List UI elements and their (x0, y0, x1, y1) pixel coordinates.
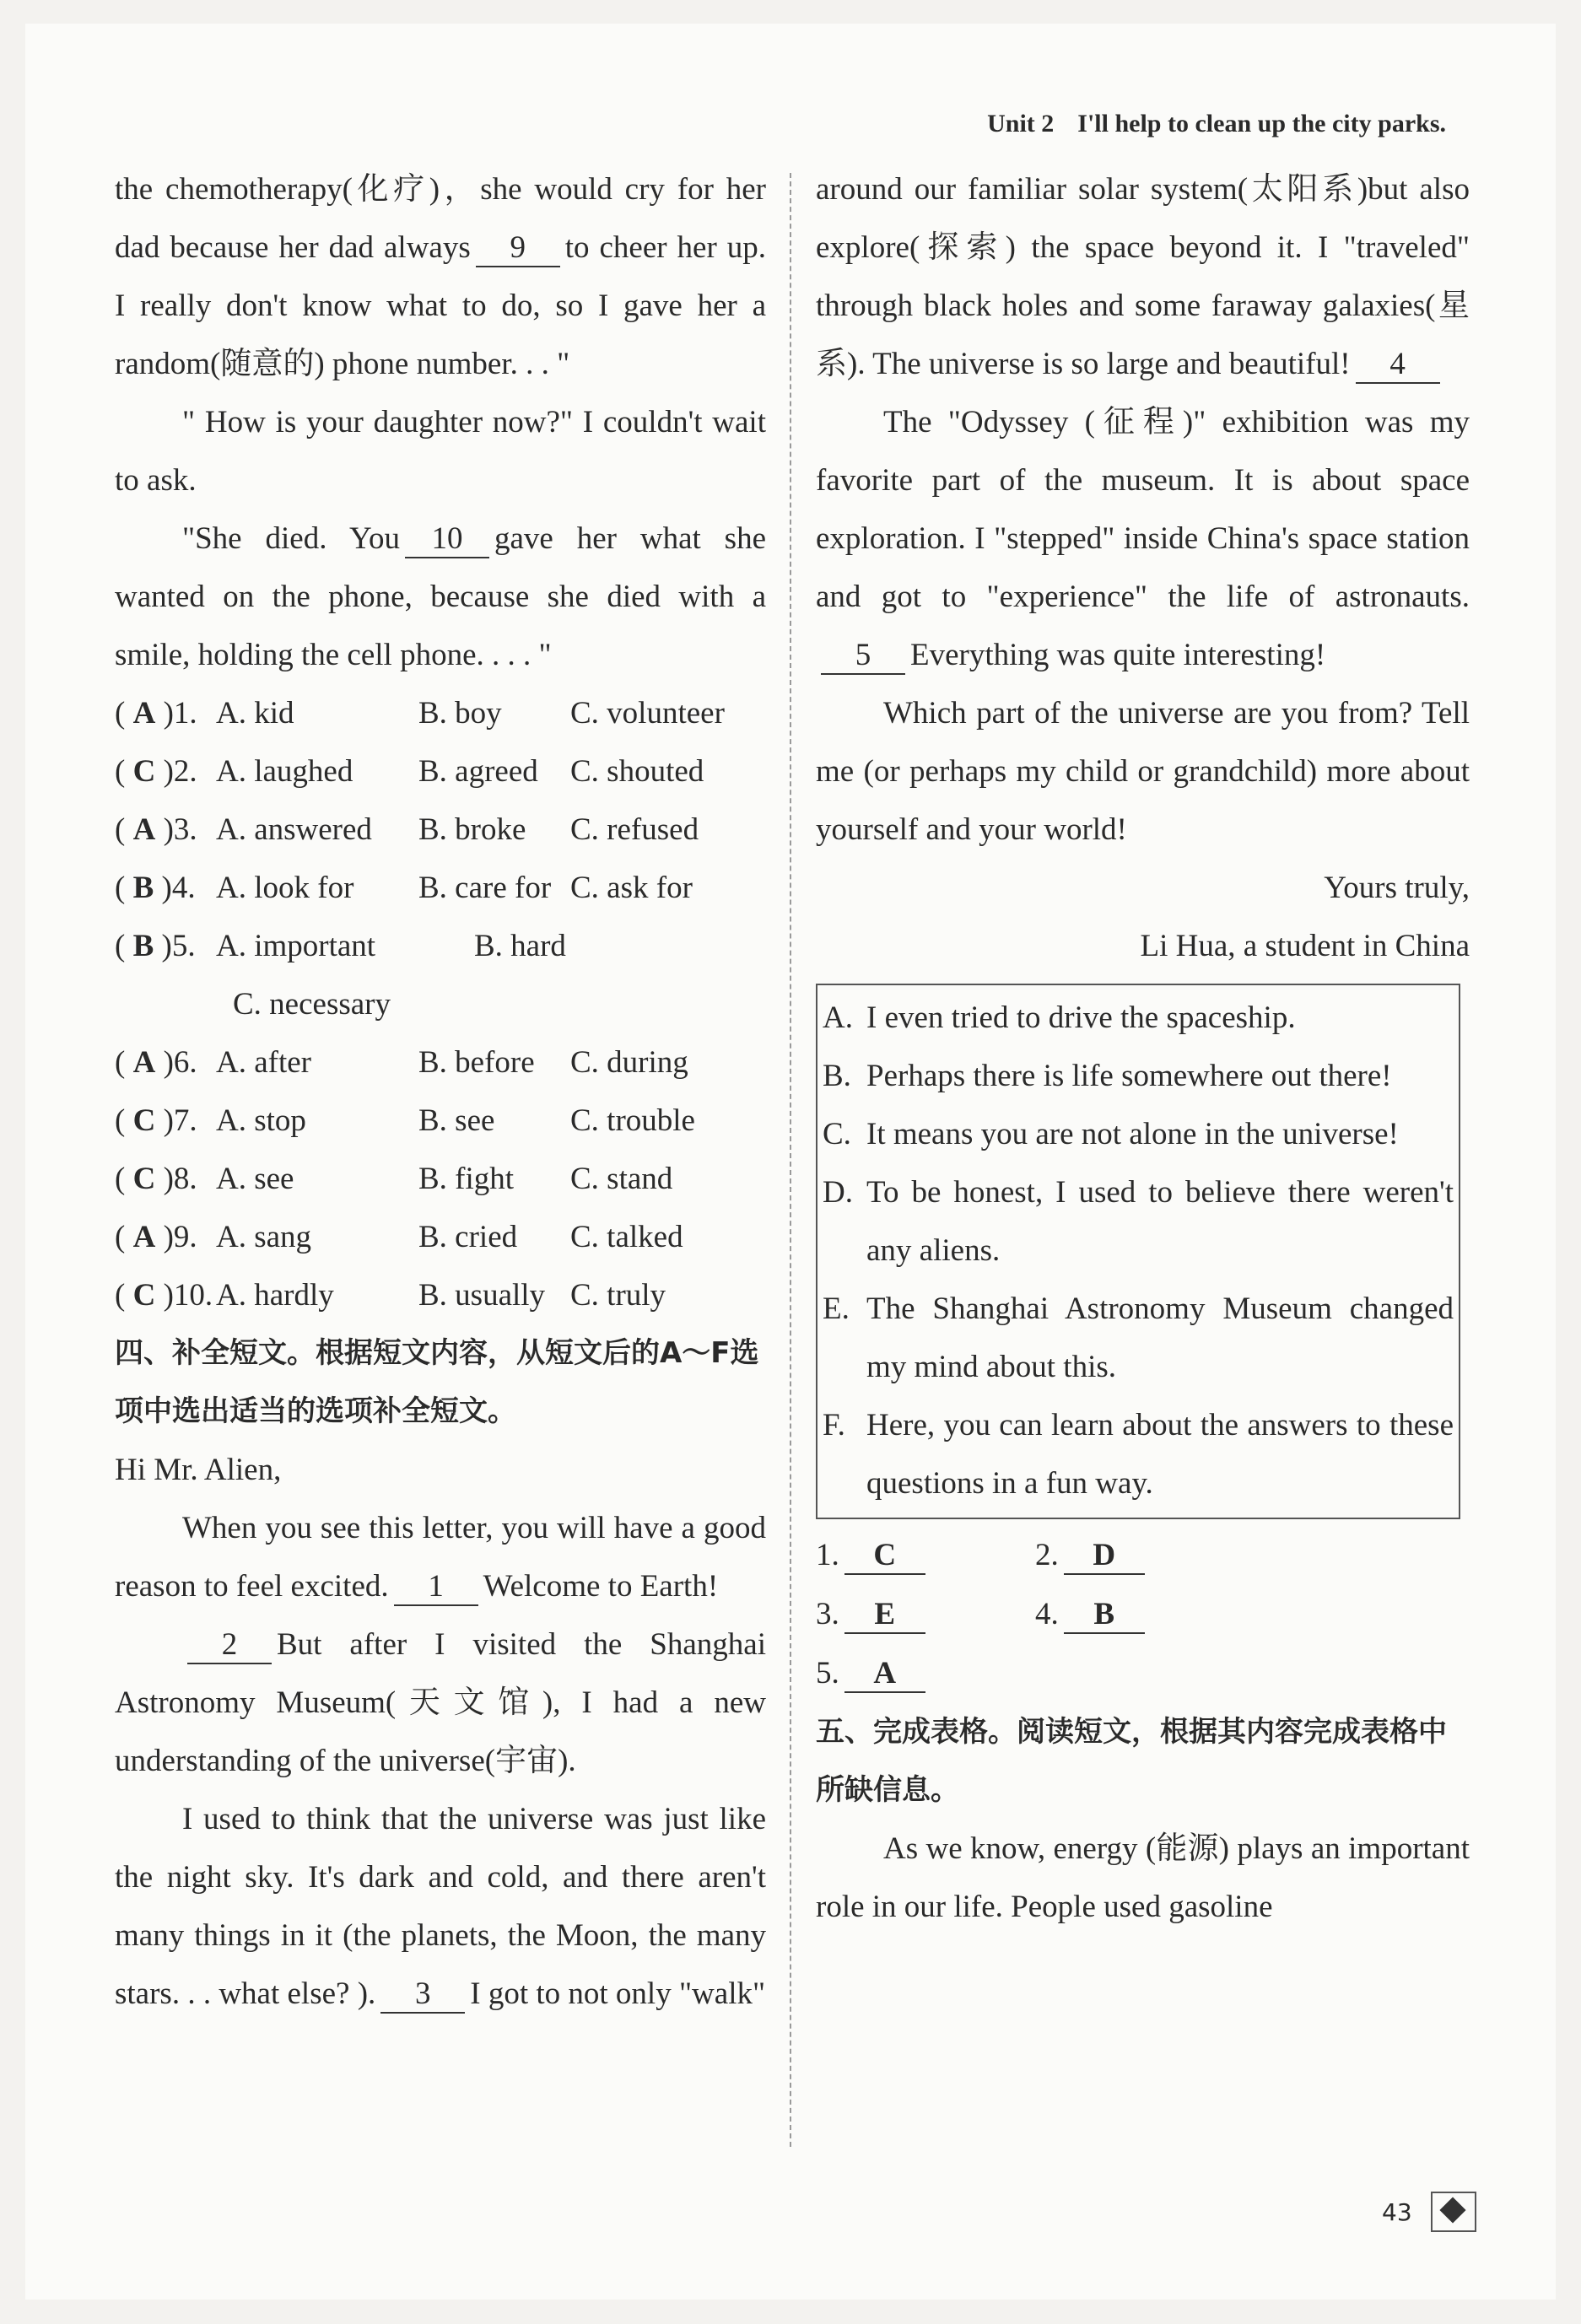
question-item: ( C )10. A. hardly B. usually C. truly (115, 1278, 666, 1313)
section-5-heading: 五、完成表格。阅读短文，根据其内容完成表格中所缺信息。 (816, 1715, 1447, 1807)
question-item: ( B )4. A. look for B. care for C. ask for (115, 871, 693, 905)
answer-letter: B (132, 929, 154, 963)
left-column (115, 160, 766, 2023)
letter-paragraph: The "Odyssey (征程)" exhibition was my favorite part of the museum. It is about space exploration. I "stepped" inside China's space station and got to "experience" the life of astronauts.5 Everything was quite interesting! (816, 393, 1470, 684)
answer-blank[interactable]: A (844, 1656, 925, 1693)
letter-closing: Yours truly, (1324, 871, 1470, 905)
question-item: ( A )6. A. after B. before C. during (115, 1045, 688, 1080)
question-item: ( A )1. A. kid B. boy C. volunteer (115, 696, 725, 731)
letter-paragraph: I used to think that the universe was just like the night sky. It's dark and cold, and there aren't many things in it (the planets, the Moon, the many stars. . . what else? ). 3 I got to not only "walk" (115, 1790, 766, 2023)
question-list (115, 684, 766, 1324)
option-item: A. I even tried to drive the spaceship. (823, 1000, 1296, 1035)
right-column (816, 160, 1470, 1936)
question-item: ( B )5. A. important B. hard (115, 929, 566, 963)
answer-letter: C (132, 754, 156, 789)
story-paragraph: "She died. You 10 gave her what she wanted on the phone, because she died with a smile, holding the cell phone. . . . " (115, 521, 766, 672)
letter-paragraph: Which part of the universe are you from? Tell me (or perhaps my child or grandchild) more about yourself and your world! (816, 696, 1470, 847)
question-item: ( A )3. A. answered B. broke C. refused (115, 812, 699, 847)
option-item: F. Here, you can learn about the answers to these questions in a fun way. (823, 1408, 1454, 1501)
letter-signature: Li Hua, a student in China (1140, 929, 1470, 963)
answer-letter: C (132, 1162, 156, 1196)
option-item: B. Perhaps there is life somewhere out there! (823, 1059, 1392, 1093)
blank-2[interactable]: 2 (187, 1627, 272, 1664)
answer-blank[interactable]: E (844, 1597, 925, 1634)
letter-greeting: Hi Mr. Alien, (115, 1453, 282, 1487)
answer-cell: 1. C (816, 1526, 1035, 1585)
unit-label: Unit 2 (987, 110, 1055, 137)
page-number: 43 (1382, 2198, 1412, 2226)
letter-paragraph: When you see this letter, you will have a good reason to feel excited. 1 Welcome to Earth! (115, 1499, 766, 1615)
answer-letter: A (132, 1220, 156, 1254)
answer-blank[interactable]: D (1064, 1538, 1145, 1575)
letter-paragraph: 2 But after I visited the Shanghai Astronomy Museum(天文馆), I had a new understanding of the universe(宇宙). (115, 1627, 766, 1778)
section-4-heading: 四、补全短文。根据短文内容，从短文后的A～F选项中选出适当的选项补全短文。 (115, 1336, 759, 1428)
answer-letter: C (132, 1103, 156, 1138)
answer-letter: B (132, 871, 154, 905)
answer-blank[interactable]: C (844, 1538, 925, 1575)
options-box (816, 984, 1460, 1519)
answer-cell: 3. E (816, 1585, 1035, 1644)
answer-cell: 2. D (1035, 1526, 1255, 1585)
blank-5[interactable]: 5 (821, 638, 905, 675)
blank-10[interactable]: 10 (405, 521, 489, 558)
question-item: ( C )7. A. stop B. see C. trouble (115, 1103, 695, 1138)
answer-blank[interactable]: B (1064, 1597, 1145, 1634)
story-paragraph: the chemotherapy(化疗)，she would cry for her dad because her dad always 9 to cheer her up. I really don't know what to do, so I gave her a random(随意的) phone number. . . " (115, 172, 767, 381)
answer-cell: 5. A (816, 1644, 1035, 1703)
diamond-icon (1431, 2192, 1476, 2232)
answer-grid (816, 1526, 1470, 1703)
question-item: ( A )9. A. sang B. cried C. talked (115, 1220, 683, 1254)
blank-4[interactable]: 4 (1356, 347, 1440, 384)
unit-title: I'll help to clean up the city parks. (1077, 110, 1446, 137)
answer-letter: A (132, 1045, 156, 1080)
answer-letter: C (132, 1278, 156, 1313)
running-head (987, 110, 1446, 138)
blank-1[interactable]: 1 (394, 1569, 478, 1606)
option-item: D. To be honest, I used to believe there weren't any aliens. (823, 1175, 1454, 1268)
blank-3[interactable]: 3 (380, 1976, 465, 2014)
option-item: E. The Shanghai Astronomy Museum changed my mind about this. (823, 1291, 1454, 1384)
answer-letter: A (132, 696, 156, 731)
story-paragraph: " How is your daughter now?" I couldn't wait to ask. (115, 405, 766, 498)
letter-paragraph: around our familiar solar system(太阳系)but also explore(探索) the space beyond it. I "traveled" through black holes and some faraway galaxies(星系). The universe is so large and beautiful! 4 (816, 160, 1470, 393)
option-item: C. It means you are not alone in the universe! (823, 1117, 1399, 1151)
energy-paragraph: As we know, energy (能源) plays an important role in our life. People used gasoline (816, 1831, 1470, 1924)
answer-cell: 4. B (1035, 1585, 1255, 1644)
blank-9[interactable]: 9 (476, 230, 560, 267)
column-divider (790, 173, 791, 2147)
question-option-wrap: C. necessary (233, 987, 391, 1022)
question-item: ( C )2. A. laughed B. agreed C. shouted (115, 754, 704, 789)
question-item: ( C )8. A. see B. fight C. stand (115, 1162, 673, 1196)
answer-letter: A (132, 812, 156, 847)
